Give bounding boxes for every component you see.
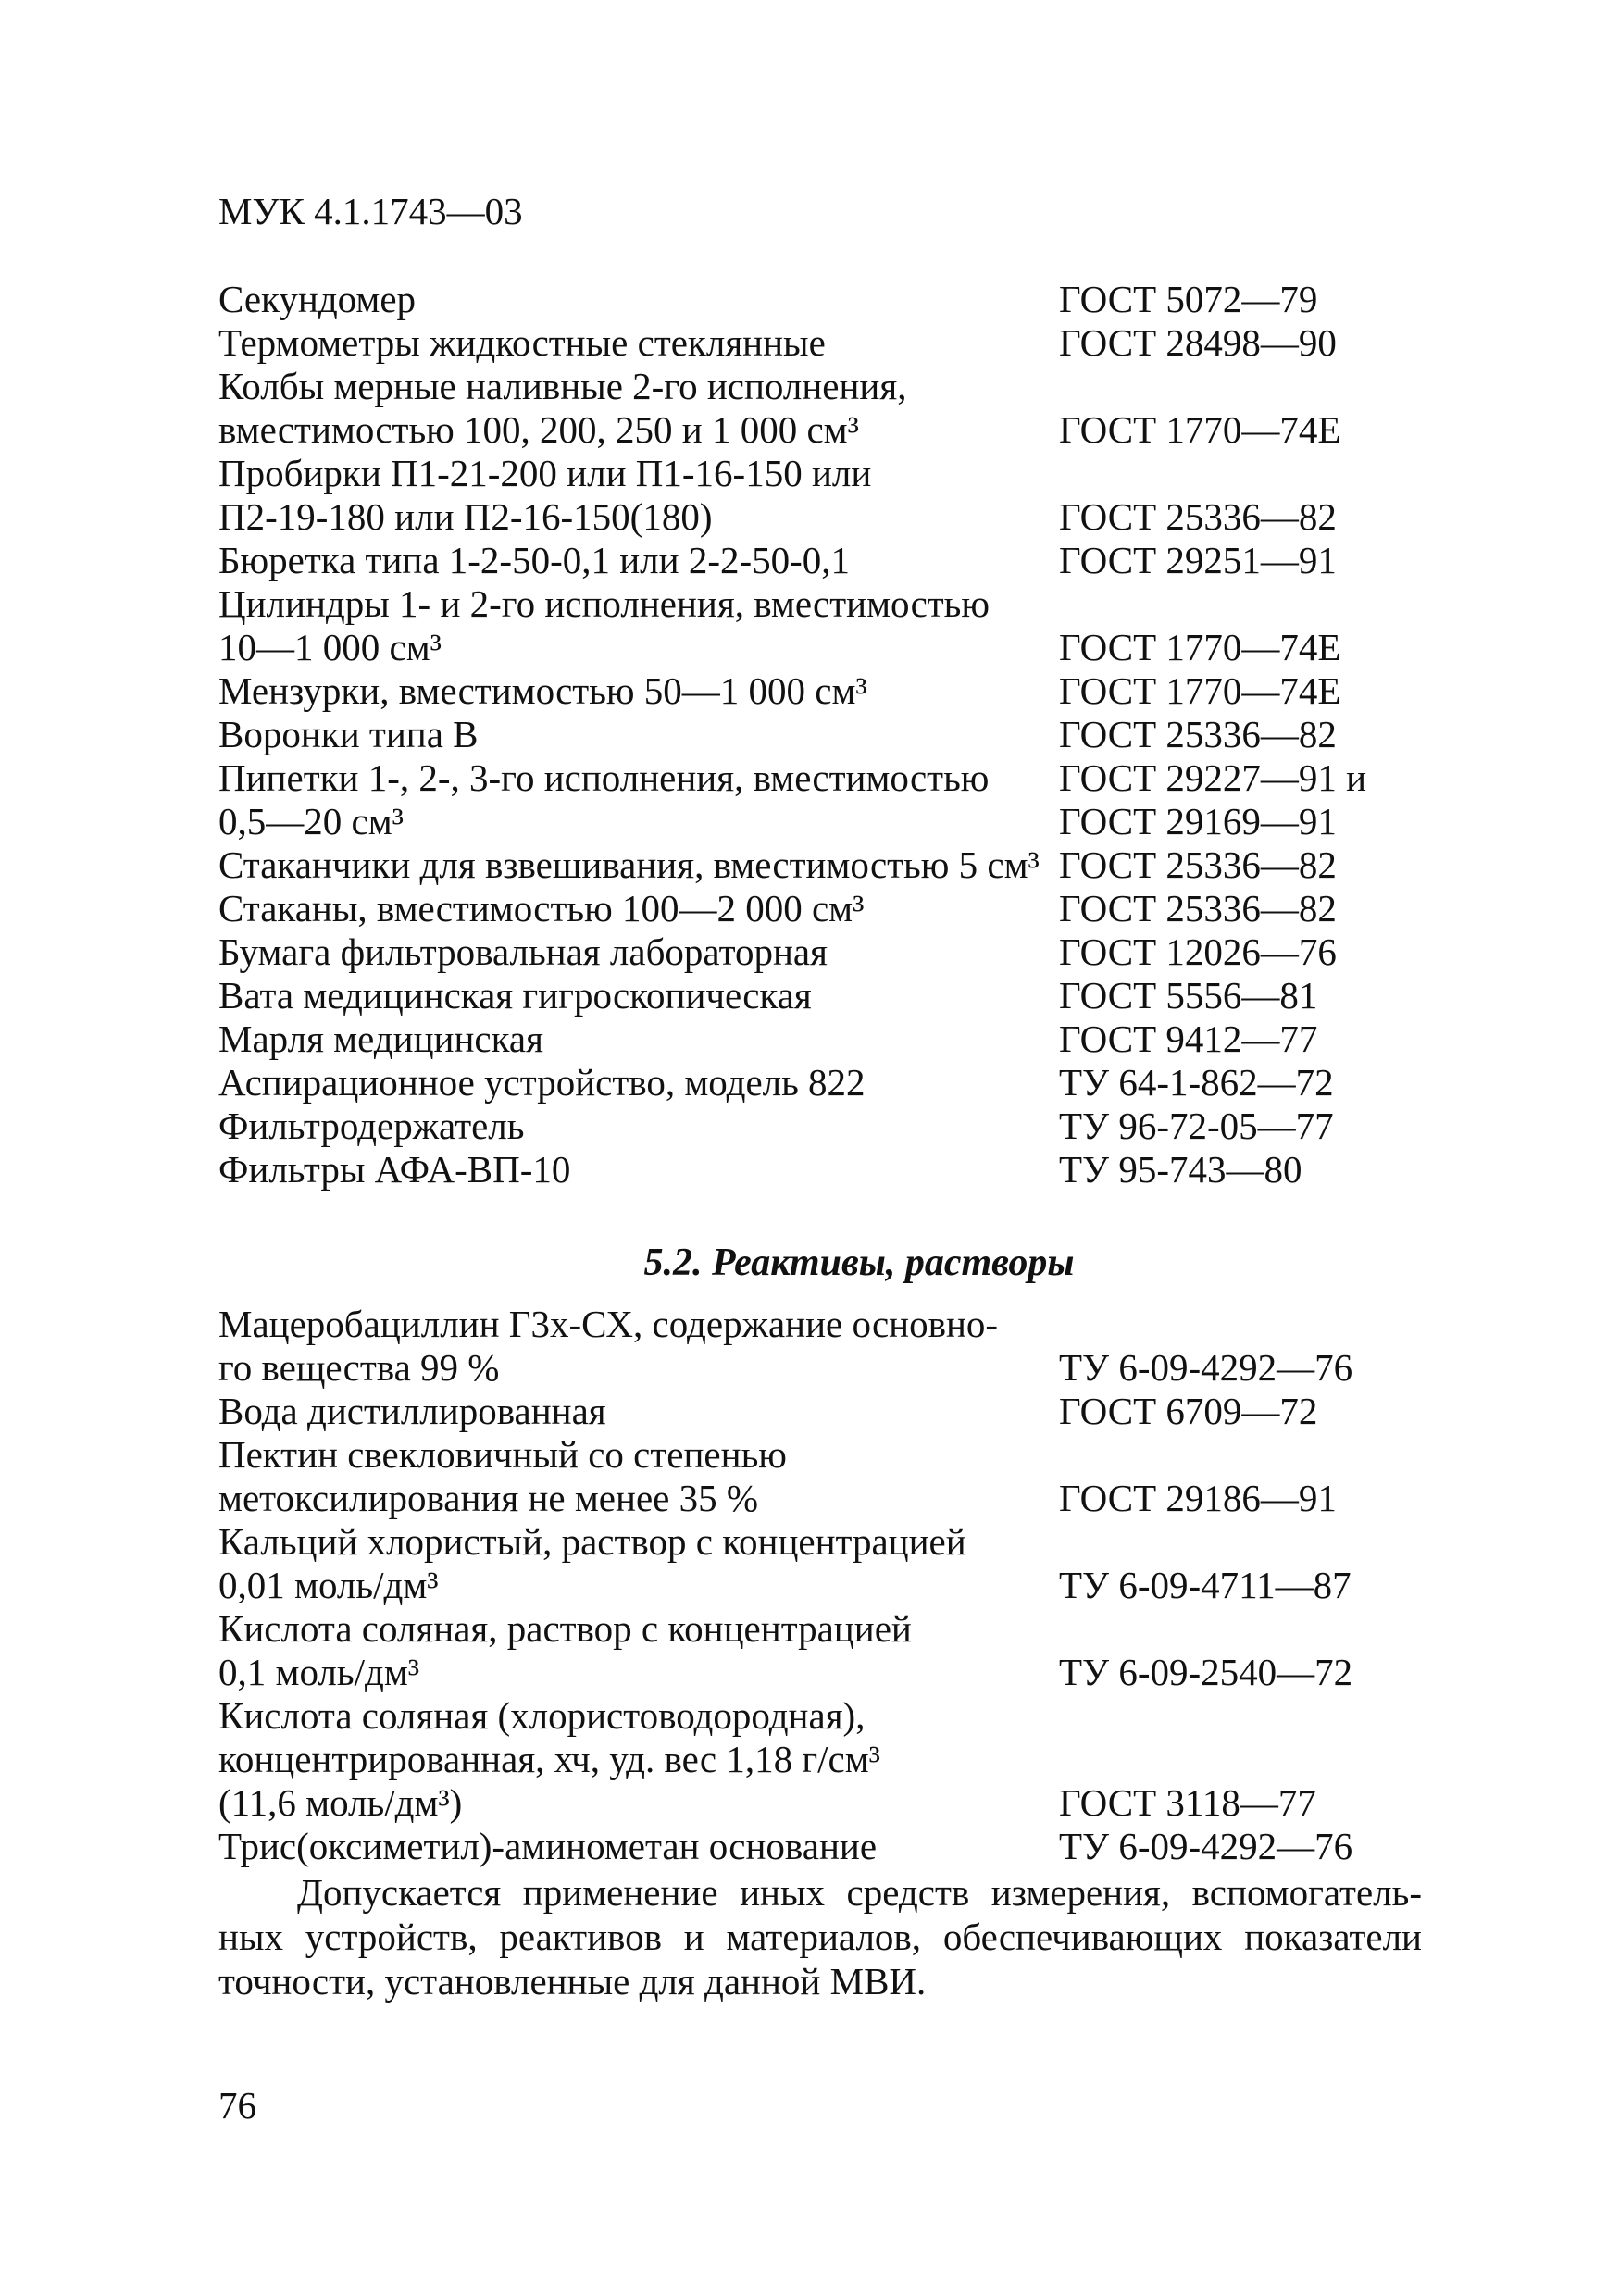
item-name: Аспирационное устройство, модель 822 [218,1061,866,1104]
item-name: Колбы мерные наливные 2-го исполнения, вместимостью 100, 200, 250 и 1 000 см³ [218,365,907,451]
item-name: Мензурки, вместимостью 50—1 000 см³ [218,669,867,712]
list-item [218,756,1422,843]
item-name: Трис(оксиметил)-аминометан основание [218,1825,878,1867]
item-standard: ГОСТ 6709—72 [1059,1390,1318,1432]
item-standard: ТУ 64-1-862—72 [1059,1061,1334,1104]
list-item [218,1061,1422,1104]
list-item [218,1303,1422,1390]
item-standard: ГОСТ 29251—91 [1059,539,1337,581]
item-standard: ТУ 6-09-4292—76 [1059,1825,1353,1867]
list-item [218,278,1422,321]
item-standard: ТУ 6-09-4292—76 [1059,1346,1353,1389]
item-name: Цилиндры 1- и 2-го исполнения, вместимостью 10—1 000 см³ [218,582,990,668]
document-code: МУК 4.1.1743—03 [218,190,523,232]
item-standard: ГОСТ 1770—74Е [1059,408,1341,451]
list-item [218,1104,1422,1148]
list-item [218,1433,1422,1520]
item-name: Марля медицинская [218,1017,543,1060]
list-item [218,887,1422,930]
item-name: Воронки типа В [218,713,479,755]
item-name: Секундомер [218,278,417,320]
list-item [218,1148,1422,1192]
list-item [218,1825,1422,1868]
list-item [218,1390,1422,1433]
item-standard: ГОСТ 25336—82 [1059,713,1337,755]
item-standard: ГОСТ 5072—79 [1059,278,1318,320]
item-name: Фильтры АФА-ВП-10 [218,1148,571,1191]
item-standard: ГОСТ 25336—82 [1059,843,1337,886]
item-name: Термометры жидкостные стеклянные [218,321,826,364]
item-name: Мацеробациллин Г3х-СХ, содержание основно- го вещества 99 % [218,1303,999,1389]
list-item [218,1520,1422,1607]
item-name: Пектин свекловичный со степенью метоксилирования не менее 35 % [218,1433,787,1519]
item-standard: ГОСТ 12026—76 [1059,930,1337,973]
item-name: Вата медицинская гигроскопическая [218,974,812,1017]
item-standard: ГОСТ 25336—82 [1059,887,1337,930]
reagents-list [218,1303,1422,1868]
item-standard: ГОСТ 25336—82 [1059,495,1337,538]
list-item [218,1607,1422,1694]
item-name: Кальций хлористый, раствор с концентрацией 0,01 моль/дм³ [218,1520,966,1606]
item-name: Бумага фильтровальная лабораторная [218,930,828,973]
item-standard: ГОСТ 9412—77 [1059,1017,1318,1060]
list-item [218,452,1422,539]
list-item [218,843,1422,887]
item-standard: ТУ 96-72-05—77 [1059,1104,1334,1147]
note-paragraph: Допускается применение иных средств измерения, вспомогатель-ных устройств, реактивов и материалов, обеспечивающих показатели точности, установленные для данной МВИ. [218,1871,1422,2003]
item-name: Кислота соляная (хлористоводородная), концентрированная, хч, уд. вес 1,18 г/см³ (11,6 моль/дм³) [218,1694,880,1824]
item-standard: ТУ 6-09-4711—87 [1059,1564,1352,1606]
item-name: Вода дистиллированная [218,1390,606,1432]
item-standard: ГОСТ 1770—74Е [1059,626,1341,668]
list-item [218,669,1422,713]
item-standard: ГОСТ 29186—91 [1059,1477,1337,1519]
item-standard: ГОСТ 3118—77 [1059,1781,1316,1824]
item-name: Стаканы, вместимостью 100—2 000 см³ [218,887,865,930]
list-item [218,1017,1422,1061]
item-standard: ГОСТ 29227—91 и ГОСТ 29169—91 [1059,756,1367,842]
item-name: Бюретка типа 1-2-50-0,1 или 2-2-50-0,1 [218,539,851,581]
item-standard: ГОСТ 1770—74Е [1059,669,1341,712]
list-item [218,713,1422,756]
list-item [218,974,1422,1017]
list-item [218,321,1422,365]
item-standard: ТУ 95-743—80 [1059,1148,1302,1191]
page-number: 76 [218,2084,256,2127]
item-name: Пробирки П1-21-200 или П1-16-150 или П2-19-180 или П2-16-150(180) [218,452,872,538]
list-item [218,582,1422,669]
list-item [218,365,1422,452]
section-title: 5.2. Реактивы, растворы [643,1242,1075,1284]
list-item [218,1694,1422,1825]
item-standard: ТУ 6-09-2540—72 [1059,1651,1353,1693]
item-standard: ГОСТ 28498—90 [1059,321,1337,364]
item-name: Пипетки 1-, 2-, 3-го исполнения, вместимостью 0,5—20 см³ [218,756,990,842]
item-standard: ГОСТ 5556—81 [1059,974,1318,1017]
list-item [218,930,1422,974]
equipment-list [218,278,1422,1192]
item-name: Кислота соляная, раствор с концентрацией 0,1 моль/дм³ [218,1607,912,1693]
item-name: Фильтродержатель [218,1104,525,1147]
item-name: Стаканчики для взвешивания, вместимостью 5 см³ [218,843,1040,886]
list-item [218,539,1422,582]
